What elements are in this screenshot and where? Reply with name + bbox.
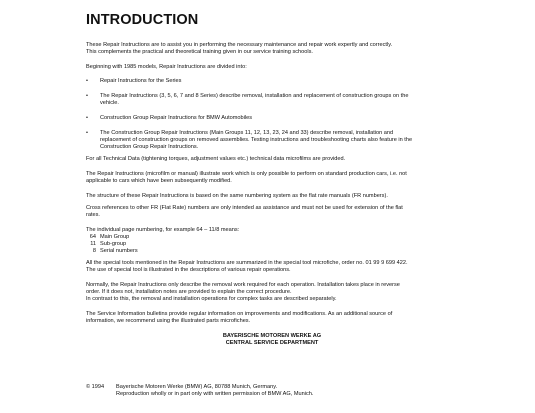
bullet-line: The Construction Group Repair Instructions (Main Groups 11, 12, 13, 23, 24 and 33) describe removal, installation and	[100, 129, 394, 136]
copyright-line-2: Reproduction wholly or in part only with written permission of BMW AG, Munich.	[116, 391, 314, 398]
models-line: Beginning with 1985 models, Repair Instructions are divided into:	[86, 63, 247, 70]
special-tools-line: The use of special tool is illustrated in the descriptions of various repair operations.	[86, 267, 291, 274]
microfilm-line: applicable to cars which have been subsequently modified.	[86, 177, 232, 184]
bullet-line: Construction Group Repair Instructions.	[100, 143, 199, 150]
numbering-row	[86, 248, 458, 255]
bullet-line: vehicle.	[100, 100, 119, 107]
numbering-label: Serial numbers	[100, 247, 138, 254]
numbering-number: 11	[90, 240, 96, 247]
numbering-intro: The individual page numbering, for example 64 – 11/8 means:	[86, 226, 240, 233]
numbering-row	[86, 241, 458, 248]
removal-line: In contrast to this, the removal and installation operations for complex tasks are described separately.	[86, 296, 337, 303]
numbering-label: Main Group	[100, 233, 130, 240]
cross-ref-line: Cross references to other FR (Flat Rate) numbers are only intended as assistance and must not be used for extension of the flat	[86, 204, 403, 211]
bullet-line: The Repair Instructions (3, 5, 6, 7 and 8 Series) describe removal, installation and replacement of construction groups on the	[100, 93, 409, 100]
service-info-line: The Service Information bulletins provide regular information on improvements and modifications. As an additional source of	[86, 310, 393, 317]
removal-line: order. If it does not, installation notes are provided to explain the correct procedure.	[86, 289, 292, 296]
structure-line: The structure of these Repair Instructions is based on the same numbering system as the flat rate manuals (FR numbers).	[86, 192, 388, 199]
page-title: INTRODUCTION	[86, 12, 199, 28]
company-name: BAYERISCHE MOTOREN WERKE AG	[222, 332, 322, 339]
bullet-marker: •	[86, 114, 88, 121]
copyright-year: © 1994	[86, 384, 105, 390]
bullet-line: Construction Group Repair Instructions for BMW Automobiles	[100, 114, 253, 121]
bullet-marker: •	[86, 78, 88, 85]
bullet-marker: •	[86, 129, 88, 136]
bullet-line: Repair Instructions for the Series	[100, 78, 182, 85]
copyright-footer	[86, 384, 313, 398]
removal-line: Normally, the Repair Instructions only describe the removal work required for each operation. Installation takes place in reverse	[86, 281, 400, 288]
bullet-item	[86, 78, 458, 85]
numbering-label: Sub-group	[100, 240, 127, 247]
intro-line-2: This complements the practical and theoretical training given in our service training schools.	[86, 49, 313, 56]
numbering-number: 8	[92, 247, 96, 254]
numbering-row	[86, 234, 458, 241]
tech-data-line: For all Technical Data (tightening torques, adjustment values etc.) technical data microfilms are provided.	[86, 156, 346, 163]
intro-line-1: These Repair Instructions are to assist you in performing the necessary maintenance and repair work expertly and correctly.	[86, 42, 393, 48]
bullet-marker: •	[86, 93, 88, 100]
bullet-item	[86, 130, 458, 151]
bullet-item	[86, 115, 458, 122]
service-info-line: information, we recommend using the illustrated parts microfiches.	[86, 317, 251, 324]
cross-ref-line: rates.	[86, 211, 100, 218]
copyright-line-1: Bayerische Motoren Werke (BMW) AG, 80788 Munich, Germany.	[116, 384, 278, 390]
bullet-item	[86, 93, 458, 107]
special-tools-line: All the special tools mentioned in the Repair Instructions are summarized in the special tool microfiche, order no. 01 99 9 699 422.	[86, 260, 408, 267]
document-body	[86, 42, 458, 347]
numbering-number: 64	[89, 233, 96, 240]
bullet-line: replacement of construction groups on removed assemblies. Testing instructions and troubleshooting charts also feature in the	[100, 136, 413, 143]
department-name: CENTRAL SERVICE DEPARTMENT	[225, 339, 319, 346]
microfilm-line: The Repair Instructions (microfilm or manual) illustrate work which is only possible to perform on standard production cars, i.e. not	[86, 170, 407, 177]
